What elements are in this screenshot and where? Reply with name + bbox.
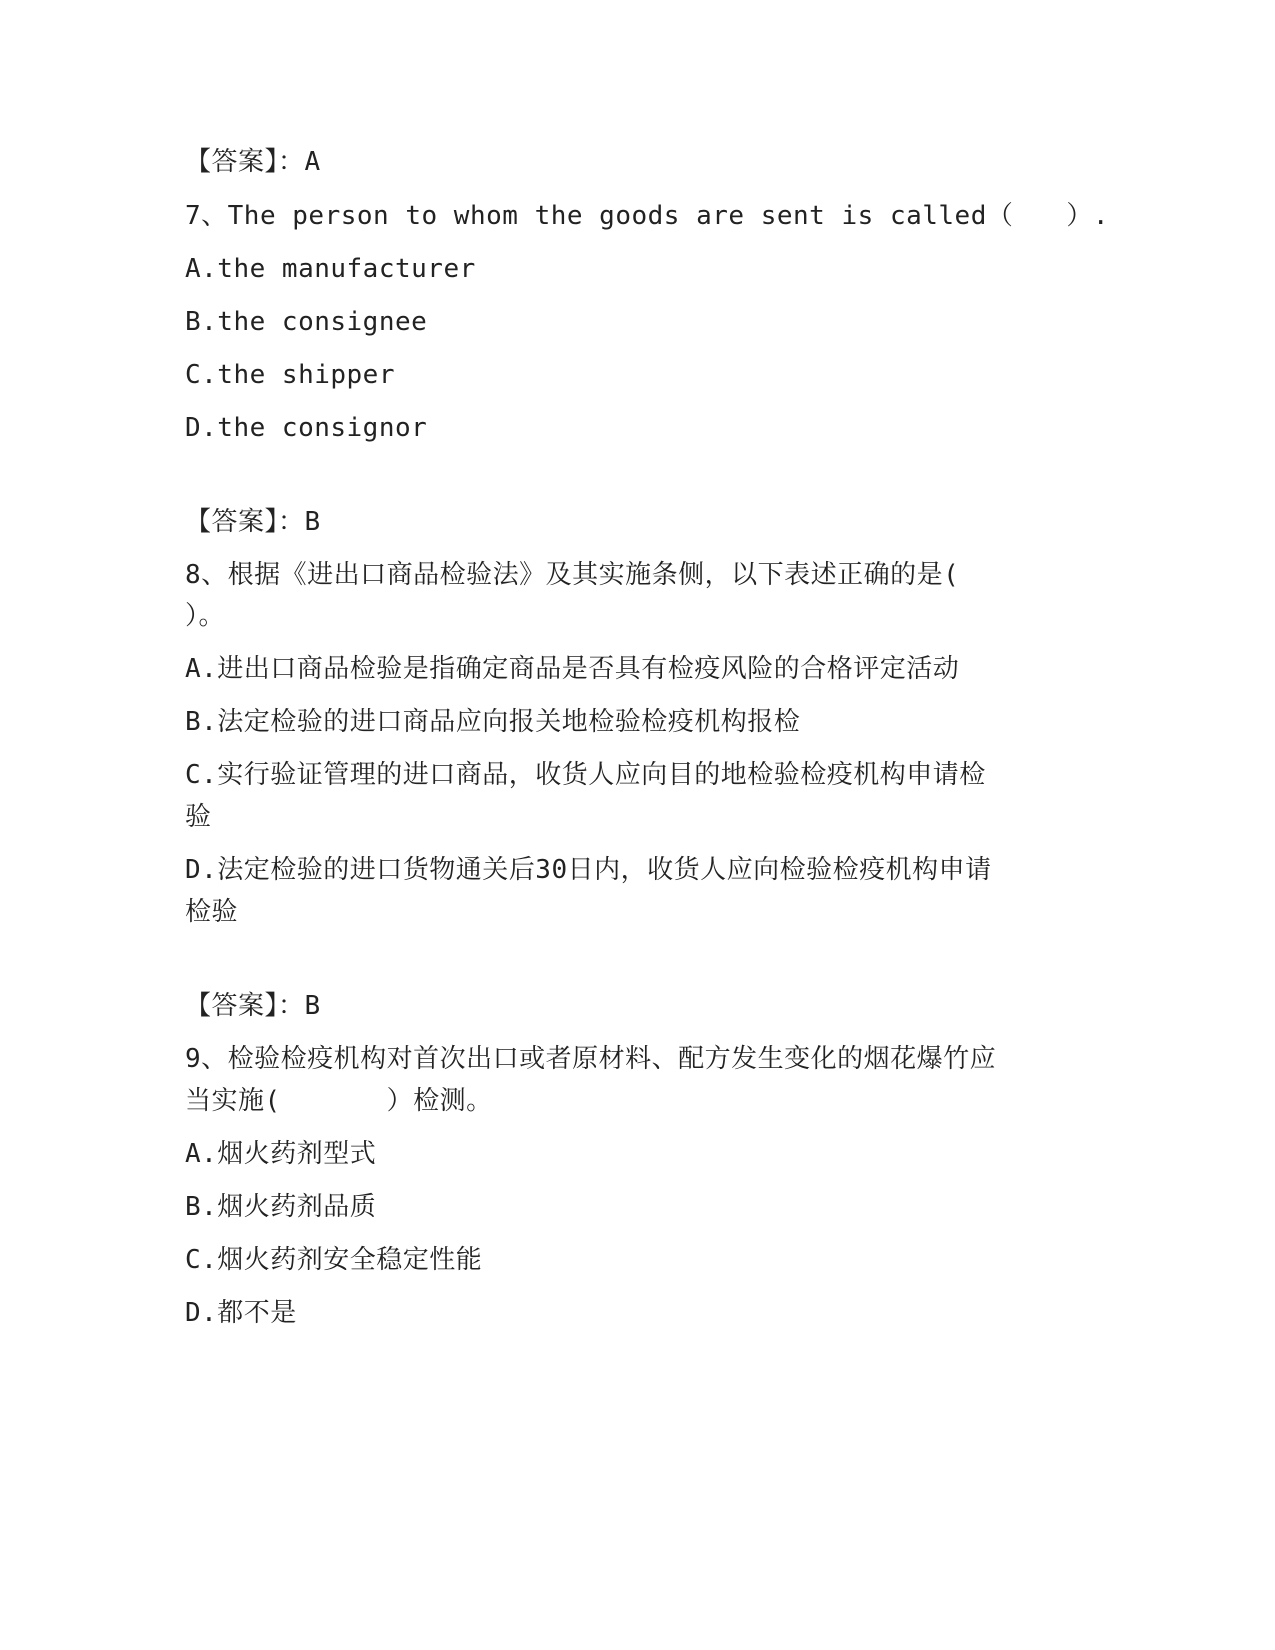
question-8-option-d-line-1: D.法定检验的进口货物通关后30日内，收货人应向检验检疫机构申请 — [185, 855, 992, 885]
question-8-option-d-line-2: 检验 — [185, 897, 239, 927]
question-7-option-b: B.the consignee — [185, 307, 428, 337]
question-8-line-1: 8、根据《进出口商品检验法》及其实施条侧，以下表述正确的是( — [185, 560, 960, 590]
question-9-option-a: A.烟火药剂型式 — [185, 1139, 377, 1169]
question-9-option-b: B.烟火药剂品质 — [185, 1192, 377, 1222]
question-9-option-d: D.都不是 — [185, 1298, 297, 1328]
question-8-option-a: A.进出口商品检验是指确定商品是否具有检疫风险的合格评定活动 — [185, 654, 960, 684]
question-9-line-2: 当实施( ）检测。 — [185, 1086, 493, 1116]
question-7-option-d: D.the consignor — [185, 413, 428, 443]
question-8-option-b: B.法定检验的进口商品应向报关地检验检疫机构报检 — [185, 707, 801, 737]
question-7: 7、The person to whom the goods are sent is called（ ）. — [185, 201, 1110, 231]
document-page — [185, 0, 1110, 1650]
question-9-option-c: C.烟火药剂安全稳定性能 — [185, 1245, 483, 1275]
question-8-line-2: ）。 — [185, 601, 226, 631]
answer-label-1: 【答案】：A — [185, 147, 321, 177]
answer-label-3: 【答案】：B — [185, 991, 321, 1021]
question-7-option-c: C.the shipper — [185, 360, 395, 390]
question-7-option-a: A.the manufacturer — [185, 254, 476, 284]
answer-label-2: 【答案】：B — [185, 507, 321, 537]
question-9-line-1: 9、检验检疫机构对首次出口或者原材料、配方发生变化的烟花爆竹应 — [185, 1044, 997, 1074]
question-8-option-c-line-1: C.实行验证管理的进口商品，收货人应向目的地检验检疫机构申请检 — [185, 760, 986, 790]
question-8-option-c-line-2: 验 — [185, 802, 212, 832]
